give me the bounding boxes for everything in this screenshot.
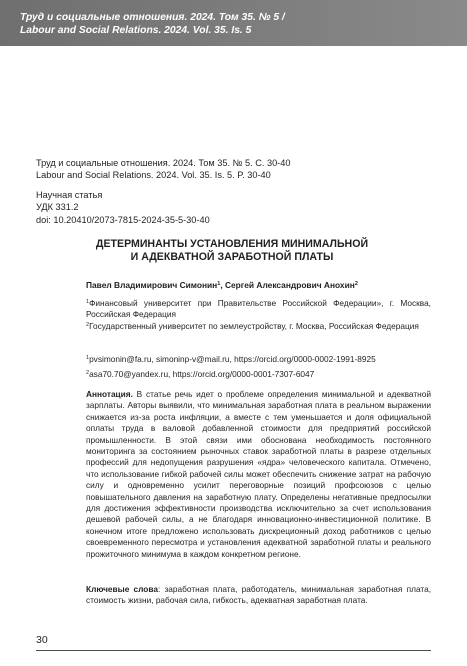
citation-block [36, 157, 290, 181]
article-title [36, 238, 428, 264]
journal-title-en: Labour and Social Relations. 2024. Vol. 35. Is. 5 [20, 25, 252, 36]
abstract [86, 389, 431, 560]
authors-line [86, 280, 358, 290]
author-separator: , [220, 280, 225, 290]
affiliation-sup-2: 2 [86, 322, 90, 328]
doi: doi: 10.20410/2073-7815-2024-35-5-30-40 [36, 214, 210, 225]
email-line-2 [86, 367, 376, 382]
journal-title-ru: Труд и социальные отношения. 2024. Том 35. № 5 / [20, 12, 285, 23]
citation-ru: Труд и социальные отношения. 2024. Том 35. № 5. С. 30-40 [36, 158, 291, 168]
affiliation-text-2: Государственный университет по землеустройству, г. Москва, Российская Федерация [89, 321, 419, 331]
keywords-label: Ключевые слова [86, 584, 158, 594]
article-meta [36, 189, 210, 226]
email-line-1 [86, 352, 376, 367]
abstract-text: В статье речь идет о проблеме определения минимальной и адекватной зарплаты. Авторы выявили, что минимальная заработная плата в реальном выражении снижается из-за роста инфляции, а вместе с тем уменьшается и доля официальной оплаты труда в валовой добавленной стоимости для предприятий российской промышленности. В этой связи ими обоснована необходимость постоянного мониторинга за состоянием рыночных ставок заработной платы в разрезе отдельных профессий для недопущения разрушения «ядра» человеческого капитала. Отмечено, что использование гибкой рабочей силы может обеспечить снижение затрат на рабочую силу и одновременно усилит переговорные позиций профсоюзов с целью повышательного давления на заработную плату. Определены негативные предпосылки для достижения эффективности производства исключительно за счет использования дешевой рабочей силы, а не благодаря инновационно-инвестиционной политике. В конечном итоге предложено использовать дискреционный доход работников с целью своевременного пересмотра и установления адекватной заработной платы и реального прожиточного минимума в каждом конкретном регионе. [86, 389, 431, 559]
abstract-label: Аннотация. [86, 389, 133, 399]
author-sup-1: 1 [217, 281, 221, 287]
citation-en: Labour and Social Relations. 2024. Vol. 35. Is. 5. P. 30-40 [36, 170, 271, 180]
author-name-2: Сергей Александрович Анохин [224, 280, 355, 290]
udc-code: УДК 331.2 [36, 202, 79, 213]
affiliation-2 [86, 320, 431, 332]
email-text-1: pvsimonin@fa.ru, simoninp-v@mail.ru, https://orcid.org/0000-0002-1991-8925 [89, 354, 376, 364]
affiliation-text-1: Финансовый университет при Правительстве Российской Федерации», г. Москва, Российская Федерация [86, 298, 431, 319]
email-sup-2: 2 [86, 369, 90, 376]
footer-divider [36, 650, 431, 651]
title-line-2: И АДЕКВАТНОЙ ЗАРАБОТНОЙ ПЛАТЫ [130, 251, 334, 263]
journal-header-banner [0, 0, 467, 46]
article-type: Научная статья [36, 190, 103, 200]
affiliation-1 [86, 297, 431, 320]
keywords-text: : заработная плата, работодатель, минимальная заработная плата, стоимость жизни, рабочая сила, гибкость, адекватная заработная плата. [86, 584, 431, 606]
author-sup-2: 2 [354, 281, 358, 287]
keywords [86, 584, 431, 607]
title-line-1: ДЕТЕРМИНАНТЫ УСТАНОВЛЕНИЯ МИНИМАЛЬНОЙ [95, 238, 369, 250]
contact-emails [86, 352, 376, 381]
email-text-2: asa70.70@yandex.ru, https://orcid.org/0000-0001-7307-6047 [89, 368, 315, 379]
email-sup-1: 1 [86, 355, 90, 361]
affiliation-sup-1: 1 [86, 299, 90, 305]
author-name-1: Павел Владимирович Симонин [86, 280, 218, 290]
page-number: 30 [36, 634, 48, 646]
